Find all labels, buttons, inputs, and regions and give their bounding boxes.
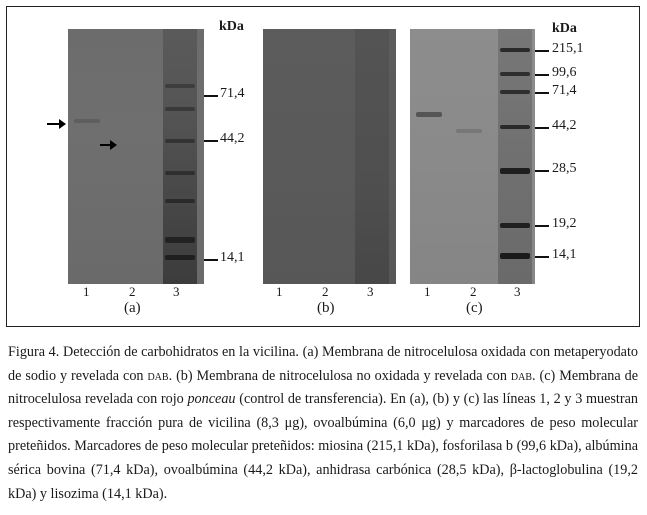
caption-text: Figura 4. Detección de carbohidratos en la vicilina. (a) Membrana de nitrocelulosa oxidada con metaperyodato de sodio y revelada con — [8, 344, 638, 384]
kda-label: kDa — [219, 19, 244, 34]
lane-number: 2 — [470, 284, 477, 299]
band — [165, 255, 195, 260]
caption-abbrev: dab — [510, 367, 533, 384]
marker-label: 14,1 — [220, 250, 245, 265]
marker-label: 44,2 — [552, 118, 577, 133]
lane-number: 3 — [367, 284, 374, 299]
band — [165, 171, 195, 175]
blot-panel-c — [410, 29, 535, 284]
marker-tick — [535, 127, 549, 129]
marker-tick — [535, 225, 549, 227]
marker-label: 99,6 — [552, 65, 577, 80]
lane-3-marker-smear — [498, 29, 532, 284]
blot-panel-a — [68, 29, 204, 284]
marker-label: 14,1 — [552, 247, 577, 262]
band — [500, 72, 530, 76]
kda-label: kDa — [552, 21, 577, 36]
marker-label: 19,2 — [552, 216, 577, 231]
caption-italic: ponceau — [187, 391, 236, 408]
marker-label: 215,1 — [552, 41, 584, 56]
marker-label: 28,5 — [552, 161, 577, 176]
lane-number: 3 — [173, 284, 180, 299]
lane-number: 1 — [276, 284, 283, 299]
marker-tick — [535, 74, 549, 76]
lane-number: 3 — [514, 284, 521, 299]
marker-label: 44,2 — [220, 131, 245, 146]
lane-number: 2 — [322, 284, 329, 299]
band — [500, 48, 530, 52]
band — [165, 84, 195, 88]
band — [500, 168, 530, 174]
lane-number: 1 — [424, 284, 431, 299]
figure-caption — [8, 341, 638, 506]
arrow-icon — [47, 119, 66, 129]
lane-number: 2 — [129, 284, 136, 299]
band — [500, 125, 530, 129]
marker-tick — [535, 50, 549, 52]
marker-tick — [204, 259, 218, 261]
marker-tick — [535, 170, 549, 172]
caption-text: (control de transferencia). En (a), (b) y (c) las líneas 1, 2 y 3 muestran respectivamente fracción pura de vicilina (8,3 μg), ovoalbúmina (6,0 μg) y marcadores de peso molecular preteñidos. Marcadores de peso molecular preteñidos: miosina (215,1 kDa), fosforilasa b (99,6 kDa), albúmina sérica bovina (71,4 kDa), ovoalbúmina (44,2 kDa), anhidrasa carbónica (28,5 kDa), β-lactoglobulina (19,2 kDa) y lisozima (14,1 kDa). — [8, 391, 638, 502]
marker-tick — [535, 256, 549, 258]
panel-label-a: (a) — [124, 300, 141, 316]
marker-label: 71,4 — [220, 86, 245, 101]
band — [500, 90, 530, 94]
panel-label-b: (b) — [317, 300, 335, 316]
band — [165, 107, 195, 111]
band — [74, 119, 100, 123]
blot-panel-b — [263, 29, 396, 284]
band — [416, 112, 442, 117]
marker-label: 71,4 — [552, 83, 577, 98]
arrow-icon — [100, 140, 117, 150]
figure-frame — [6, 6, 640, 327]
lane-number: 1 — [83, 284, 90, 299]
lane-3-marker-smear — [163, 29, 197, 284]
caption-abbrev: dab — [147, 367, 169, 384]
caption-text: . (b) Membrana de nitrocelulosa no oxidada y revelada con — [168, 367, 511, 384]
marker-tick — [535, 92, 549, 94]
band — [500, 253, 530, 259]
panel-label-c: (c) — [466, 300, 483, 316]
caption-text: . (c) Membrana de nitrocelulosa revelada con rojo — [8, 367, 638, 408]
marker-tick — [204, 95, 218, 97]
lane-3-smear — [355, 29, 389, 284]
band — [165, 139, 195, 143]
band — [456, 129, 482, 133]
band — [165, 199, 195, 203]
band — [500, 223, 530, 228]
band — [165, 237, 195, 243]
marker-tick — [204, 140, 218, 142]
